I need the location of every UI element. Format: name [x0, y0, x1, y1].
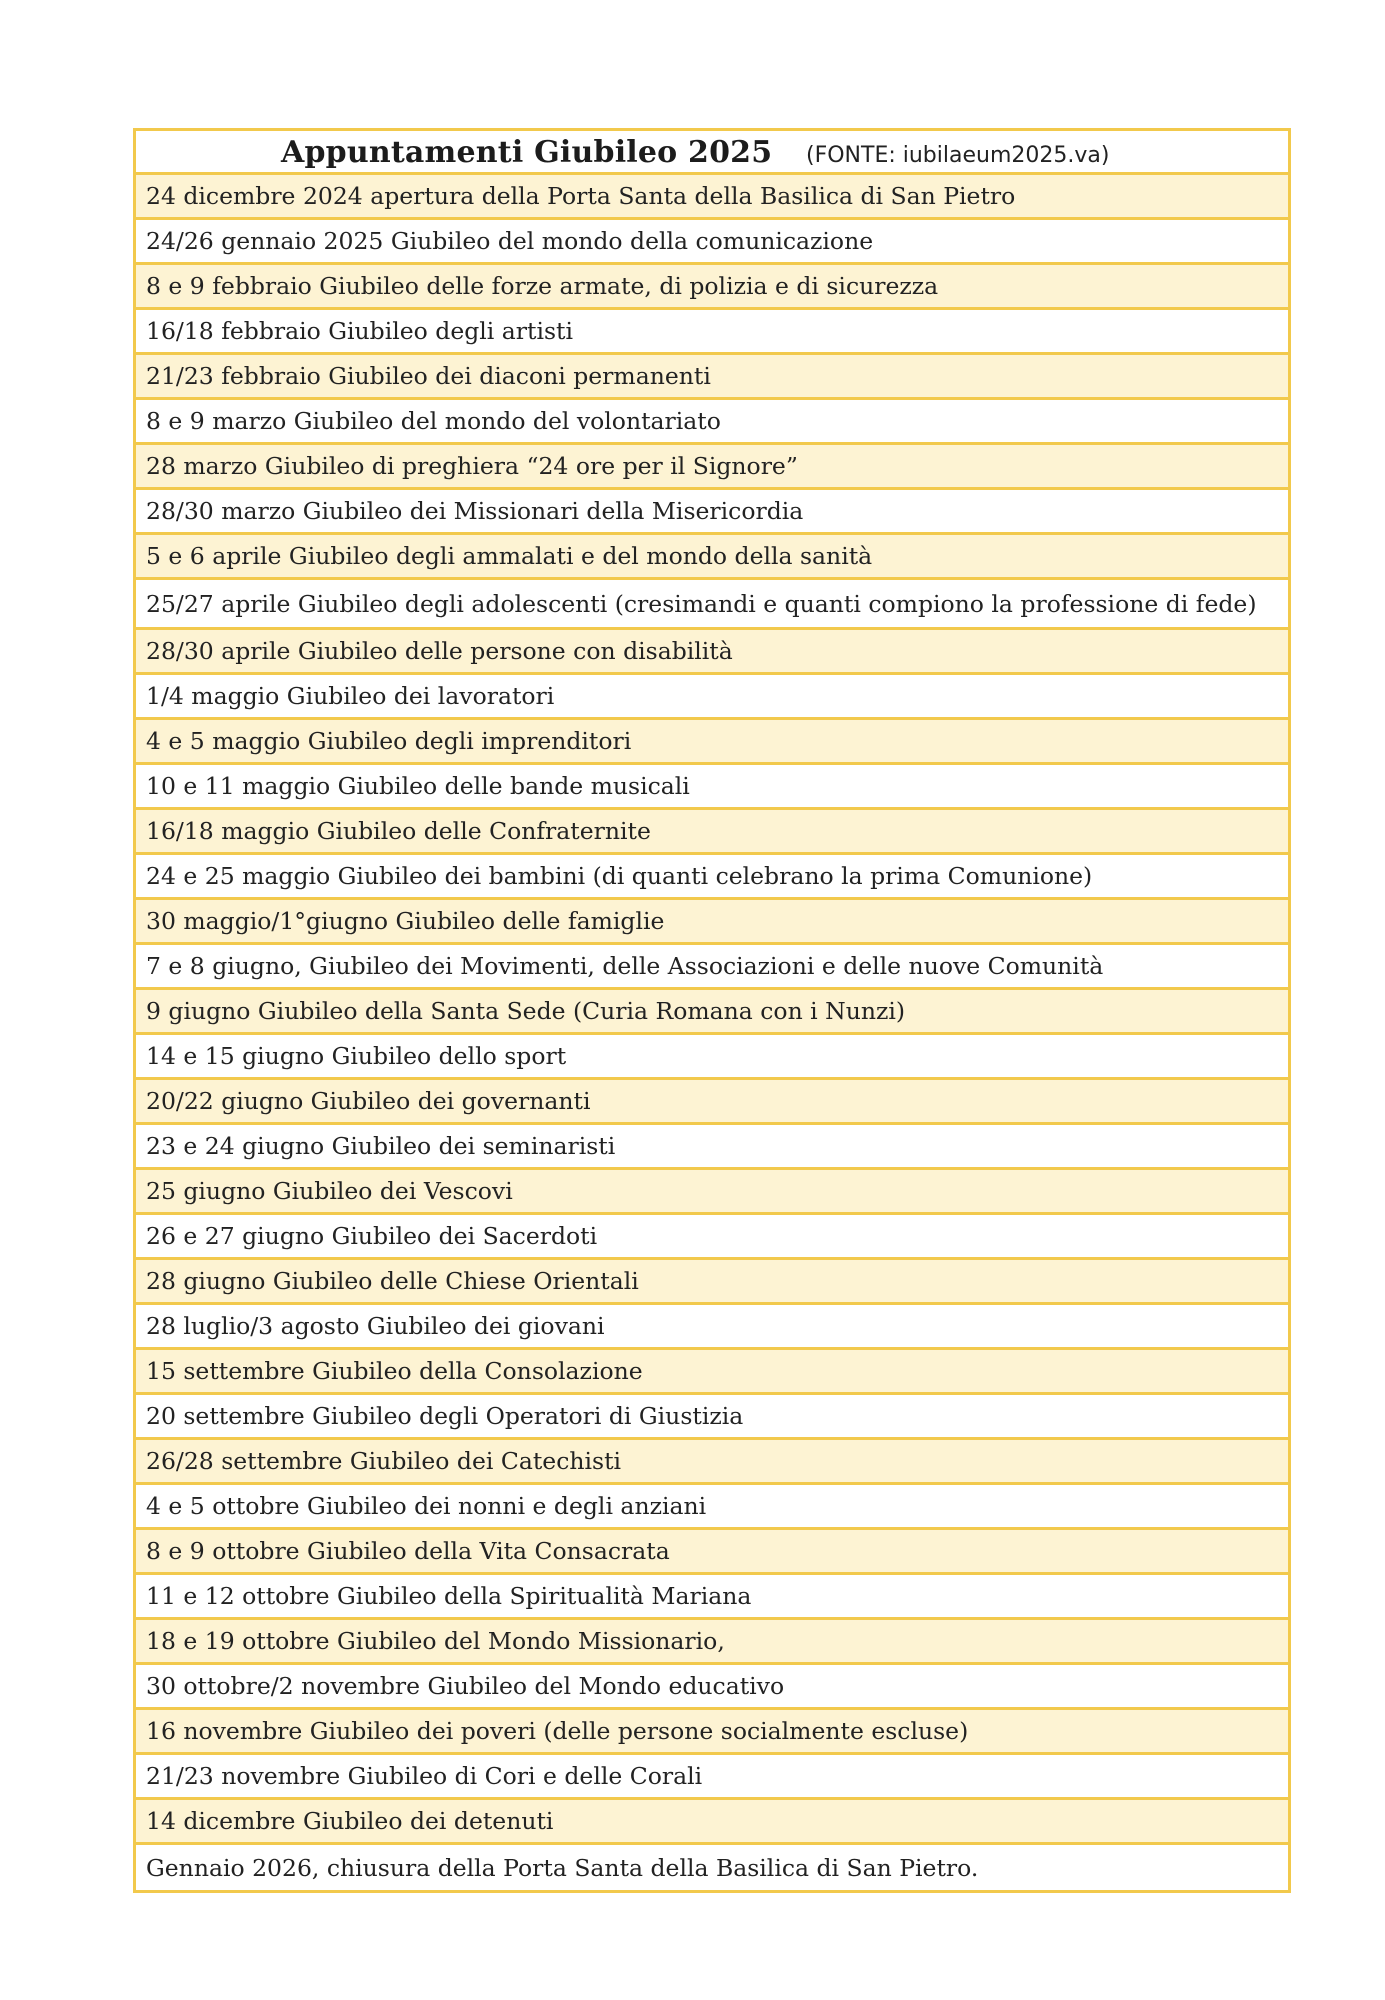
event-text: 16/18 maggio Giubileo delle Confraternite	[146, 817, 651, 845]
event-text: 24/26 gennaio 2025 Giubileo del mondo della comunicazione	[146, 227, 874, 255]
table-row	[136, 1440, 1288, 1485]
event-text: 5 e 6 aprile Giubileo degli ammalati e del mondo della sanità	[146, 542, 873, 570]
table-row	[136, 1800, 1288, 1845]
table-row	[136, 1710, 1288, 1755]
event-text: 26/28 settembre Giubileo dei Catechisti	[146, 1447, 622, 1475]
table-row	[136, 1665, 1288, 1710]
table-row	[136, 1035, 1288, 1080]
table-row	[136, 720, 1288, 765]
table-row	[136, 265, 1288, 310]
page-title: Appuntamenti Giubileo 2025	[281, 135, 773, 170]
event-text: 24 e 25 maggio Giubileo dei bambini (di quanti celebrano la prima Comunione)	[146, 862, 1093, 890]
table-row	[136, 855, 1288, 900]
event-text: 28 giugno Giubileo delle Chiese Orientali	[146, 1267, 639, 1295]
event-text: 20/22 giugno Giubileo dei governanti	[146, 1087, 591, 1115]
event-text: 16/18 febbraio Giubileo degli artisti	[146, 317, 574, 345]
table-row	[136, 445, 1288, 490]
event-text: 9 giugno Giubileo della Santa Sede (Curia Romana con i Nunzi)	[146, 997, 906, 1025]
event-text: 18 e 19 ottobre Giubileo del Mondo Missionario,	[146, 1627, 725, 1655]
table-header	[136, 131, 1288, 175]
table-row	[136, 1125, 1288, 1170]
table-row	[136, 1575, 1288, 1620]
event-text: 14 dicembre Giubileo dei detenuti	[146, 1807, 554, 1835]
event-text: 4 e 5 maggio Giubileo degli imprenditori	[146, 727, 632, 755]
table-row	[136, 630, 1288, 675]
table-row	[136, 1080, 1288, 1125]
event-text: 15 settembre Giubileo della Consolazione	[146, 1357, 643, 1385]
table-row	[136, 765, 1288, 810]
table-row	[136, 1215, 1288, 1260]
event-text: 11 e 12 ottobre Giubileo della Spiritualità Mariana	[146, 1582, 752, 1610]
source-note: (FONTE: iubilaeum2025.va)	[806, 143, 1110, 168]
table-row	[136, 810, 1288, 855]
event-text: 8 e 9 ottobre Giubileo della Vita Consacrata	[146, 1537, 670, 1565]
table-row	[136, 1755, 1288, 1800]
event-text: 28 marzo Giubileo di preghiera “24 ore per il Signore”	[146, 452, 798, 480]
event-text: 25/27 aprile Giubileo degli adolescenti (cresimandi e quanti compiono la professione di fede)	[146, 589, 1257, 618]
table-row	[136, 1620, 1288, 1665]
table-row	[136, 1845, 1288, 1890]
table-row	[136, 355, 1288, 400]
event-text: 8 e 9 febbraio Giubileo delle forze armate, di polizia e di sicurezza	[146, 272, 939, 300]
table-row	[136, 1485, 1288, 1530]
table-row	[136, 1530, 1288, 1575]
event-text: 10 e 11 maggio Giubileo delle bande musicali	[146, 772, 690, 800]
event-text: 25 giugno Giubileo dei Vescovi	[146, 1177, 513, 1205]
event-text: Gennaio 2026, chiusura della Porta Santa della Basilica di San Pietro.	[146, 1853, 979, 1882]
table-row	[136, 1395, 1288, 1440]
event-list	[136, 175, 1288, 1890]
table-row	[136, 945, 1288, 990]
event-text: 16 novembre Giubileo dei poveri (delle persone socialmente escluse)	[146, 1717, 969, 1745]
event-text: 21/23 novembre Giubileo di Cori e delle Corali	[146, 1762, 703, 1790]
event-text: 8 e 9 marzo Giubileo del mondo del volontariato	[146, 407, 721, 435]
event-text: 14 e 15 giugno Giubileo dello sport	[146, 1042, 567, 1070]
table-row	[136, 1170, 1288, 1215]
jubilee-schedule-table	[133, 128, 1291, 1893]
event-text: 21/23 febbraio Giubileo dei diaconi permanenti	[146, 362, 711, 390]
table-row	[136, 675, 1288, 720]
event-text: 26 e 27 giugno Giubileo dei Sacerdoti	[146, 1222, 598, 1250]
event-text: 30 ottobre/2 novembre Giubileo del Mondo educativo	[146, 1672, 785, 1700]
table-row	[136, 1305, 1288, 1350]
table-row	[136, 1350, 1288, 1395]
table-row	[136, 535, 1288, 580]
event-text: 28/30 marzo Giubileo dei Missionari della Misericordia	[146, 497, 804, 525]
table-row	[136, 220, 1288, 265]
event-text: 20 settembre Giubileo degli Operatori di Giustizia	[146, 1402, 744, 1430]
table-row	[136, 175, 1288, 220]
event-text: 28 luglio/3 agosto Giubileo dei giovani	[146, 1312, 605, 1340]
event-text: 4 e 5 ottobre Giubileo dei nonni e degli anziani	[146, 1492, 707, 1520]
table-row	[136, 580, 1288, 630]
table-row	[136, 310, 1288, 355]
event-text: 1/4 maggio Giubileo dei lavoratori	[146, 682, 555, 710]
table-row	[136, 1260, 1288, 1305]
table-row	[136, 400, 1288, 445]
table-row	[136, 990, 1288, 1035]
table-row	[136, 900, 1288, 945]
event-text: 30 maggio/1°giugno Giubileo delle famiglie	[146, 907, 665, 935]
table-row	[136, 490, 1288, 535]
event-text: 24 dicembre 2024 apertura della Porta Santa della Basilica di San Pietro	[146, 182, 1016, 210]
event-text: 23 e 24 giugno Giubileo dei seminaristi	[146, 1132, 616, 1160]
event-text: 28/30 aprile Giubileo delle persone con disabilità	[146, 637, 733, 665]
event-text: 7 e 8 giugno, Giubileo dei Movimenti, delle Associazioni e delle nuove Comunità	[146, 952, 1104, 980]
